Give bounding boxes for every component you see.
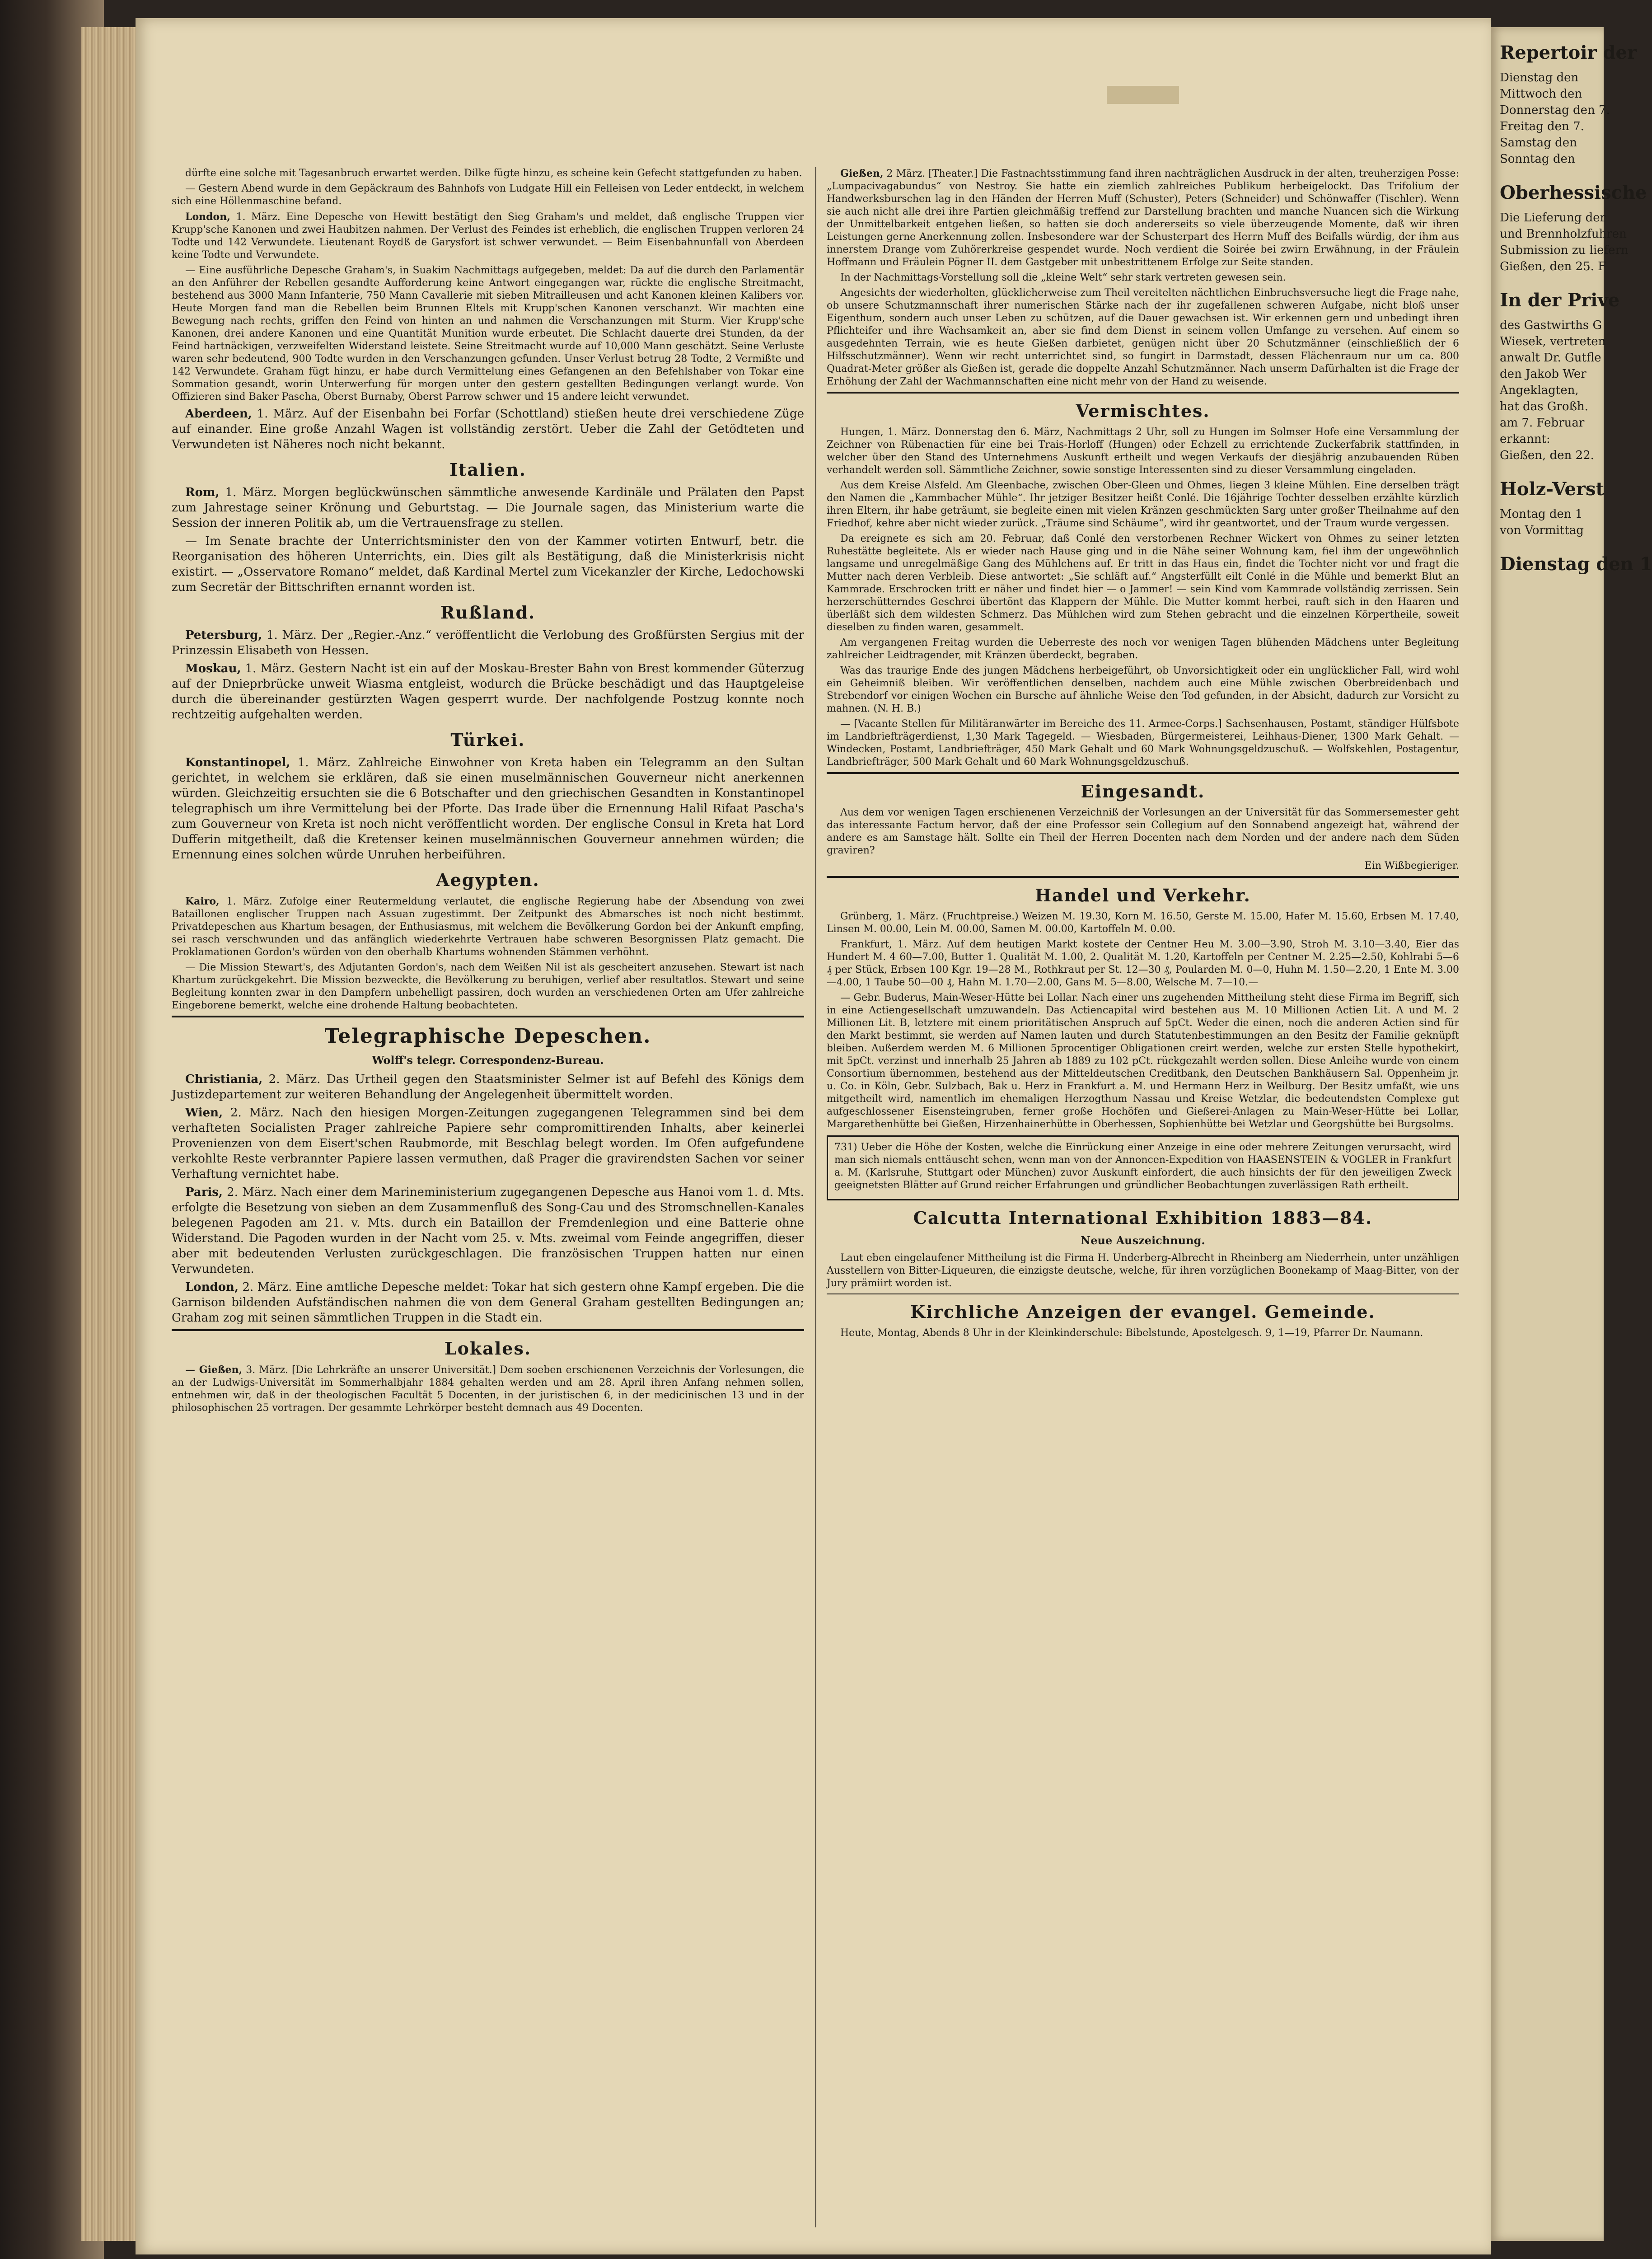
fragment-line: hat das Großh. [1500,400,1588,413]
dateline: Christiania, [185,1073,263,1086]
article-london [172,211,804,262]
article-police: Angesichts der wiederholten, glücklicherweise zum Theil vereitelten nächtlichen Einbruchsversuche liegt die Frage nahe, ob unsere Schutzmannschaft ihrer numerischen Stärke nach der ihr zugefallenen schweren Aufgabe, nicht bloß unser Eigenthum, sondern auch unser Leben zu schützen, auf die Dauer gewachsen ist. Wir erkennen gern und unbedingt ihren Pflichteifer und ihre Wachsamkeit an, aber sie find dem Dienst in seinem vollen Umfange zu versehen. Auf einem so ausgedehnten Terrain, wie es heute Gießen darbietet, genügen nicht über 20 Schutzmänner (einschließlich der 6 Hilfsschutzmänner). Wenn wir recht unterrichtet sind, so fungirt in Darmstadt, dessen Flächenraum nur um ca. 800 Quadrat-Meter größer als Gießen ist, gerade die doppelte Anzahl Schutzmänner. Nach unserm Dafürhalten ist die Frage der Erhöhung der Zahl der Wachmannschaften eine nicht mehr von der Hand zu weisende. [827,287,1459,387]
article-vacante: — [Vacante Stellen für Militäranwärter im Bereiche des 11. Armee-Corps.] Sachsenhausen, Postamt, ständiger Hülfsbote im Landbriefträgerdienst, 1,30 Mark Tagegeld. — Wiesbaden, Bürgermeisterei, Leihhaus-Diener, 1300 Mark Gehalt. — Windecken, Postamt, Landbriefträger, 450 Mark Gehalt und 60 Mark Wohnungsgeldzuschuß. — Wolfskehlen, Postagentur, Landbriefträger, 500 Mark Gehalt und 60 Mark Wohnungsgeldzuschuß. [827,718,1459,768]
fragment-heading: Holz-Verst [1500,478,1604,500]
fragment-line: Samstag den [1500,136,1577,150]
article-text: 2. März. Eine amtliche Depesche meldet: Tokar hat sich gestern ohne Kampf ergeben. Die die Garnison bildenden Aufständischen nahmen die von dem General Graham gestellten Bedingungen an; Graham zog mit seinen sämmtlichen Truppen in die Stadt ein. [172,1280,804,1325]
article-buderus: — Gebr. Buderus, Main-Weser-Hütte bei Lollar. Nach einer uns zugehenden Mittheilung steht diese Firma im Begriff, sich in eine Actiengesellschaft umzuwandeln. Das Actiencapital wird bestehen aus M. 10 Millionen Actien Lit. A und M. 2 Millionen Lit. B, letztere mit einem prioritätischen Anspruch auf 5pCt. Weder die einen, noch die anderen Actien sind für den Markt bestimmt, sie werden auf Namen lauten und durch Statutenbestimmungen an den Besitz der Familie geknüpft bleiben. Außerdem werden M. 6 Millionen 5procentiger Obligationen creirt werden, welche zur ersten Stelle hypothekirt, mit 5pCt. verzinst und innerhalb 25 Jahren ab 1889 zu 102 pCt. rückgezahlt werden sollen. Diese Anleihe wurde von einem Consortium übernommen, bestehend aus der Mitteldeutschen Creditbank, den Deutschen Bankhäusern Sal. Oppenheim jr. u. Co. in Köln, Gebr. Sulzbach, Bak u. Herz in Frankfurt a. M. und Hermann Herz in Weilburg. Der Besitz umfaßt, wie uns mitgetheilt wird, namentlich im ehemaligen Herzogthum Nassau und Kreise Wetzlar, die bedeutendsten Complexe gut aufgeschlossener Eisensteingruben, ferner große Hochöfen und Gießerei-Anlagen zu Main-Weser-Hütte bei Lollar, Margarethenhütte bei Gießen, Hirzenhainerhütte in Oberhessen, Sophienhütte bei Wetzlar und Georgshütte bei Burgsolms. [827,992,1459,1130]
fragment-line: Montag den 1 [1500,507,1583,521]
telegraph-bureau: Wolff's telegr. Correspondenz-Bureau. [372,1054,604,1067]
section-heading-vermischtes: Vermischtes. [1076,401,1210,421]
fragment-line: und Brennholzfuhren [1500,227,1627,241]
section-heading-russland: Rußland. [440,602,536,623]
section-heading-lokales: Lokales. [444,1338,532,1359]
article-text: 2. März. Nach einer dem Marineministerium zugegangenen Depesche aus Hanoi vom 1. d. Mts. erfolgte die Besetzung von sieben an dem Zusammenfluß des Song-Cau und des Stromschnellen-Kanales belegenen Pagoden am 21. v. Mts. durch ein Bataillon der Fremdenlegion und eine Batterie ohne Widerstand. Die Pagoden wurden in der Nacht vom 25. v. Mts. zweimal vom Feinde angegriffen, dieser aber mit bedeutenden Verlusten zurückgeschlagen. Die französischen Truppen hatten nur einen Verwundeten. [172,1186,805,1276]
article-text: 1. März. Morgen beglückwünschen sämmtliche anwesende Kardinäle und Prälaten den Papst zum Jahrestage seiner Krönung und Geburtstag. — Die Journale sagen, das Ministerium warte die Session der inneren Politik ab, um die Vertrauensfrage zu stellen. [172,486,805,530]
article-gruenberg: Grünberg, 1. März. (Fruchtpreise.) Weizen M. 19.30, Korn M. 16.50, Gerste M. 15.00, Hafer M. 15.60, Erbsen M. 17.40, Linsen M. 00.00, Lein M. 00.00, Samen M. 00.00, Kartoffeln M. 0.00. [827,911,1459,935]
article-frankfurt: Frankfurt, 1. März. Auf dem heutigen Markt kostete der Centner Heu M. 3.00—3.90, Stroh M. 3.10—3.40, Eier das Hundert M. 4 60—7.00, Butter 1. Qualität M. 1.00, 2. Qualität M. 1.20, Kartoffeln per Centner M. 2.25—2.50, Kohlrabi 5—6 ₰ per Stück, Erbsen 100 Kgr. 19—28 M., Rothkraut per St. 12—30 ₰, Poularden M. 0—0, Huhn M. 1.50—2.20, 1 Ente M. 3.00—4.00, 1 Taube 50—00 ₰, Hahn M. 1.70—2.00, Gans M. 5—8.00, Welsche M. 7—10.— [827,939,1459,988]
article-text: 1. März. Zufolge einer Reutermeldung verlautet, die englische Regierung habe der Absendung von zwei Bataillonen englischer Truppen nach Assuan zugestimmt. Der Zeitpunkt des Abmarsches ist noch nicht bestimmt. Privatdepeschen aus Khartum besagen, der Enthusiasmus, mit welchem die Bevölkerung Gordon bei der Ankunft empfing, sei rasch verschwunden und das anfänglich wiederkehrte Vertrauen habe schweren Besorgnissen Platz gemacht. Die Proklamationen Gordon's würden von den oberhalb Khartums wohnenden Stämmen verhöhnt. [172,896,805,958]
article-giessen-theater-2: In der Nachmittags-Vorstellung soll die „kleine Welt“ sehr stark vertreten gewesen sein. [840,272,1286,283]
intro-paragraph-2: — Gestern Abend wurde in dem Gepäckraum des Bahnhofs von Ludgate Hill ein Felleisen von Leder entdeckt, in welchem sich eine Höllenmaschine befand. [172,183,804,207]
section-rule [827,392,1459,394]
fragment-line: Mittwoch den [1500,87,1582,101]
article-alsfeld-3: Am vergangenen Freitag wurden die Ueberreste des noch vor wenigen Tagen blühenden Mädchens unter Begleitung zahlreicher Leidtragender, mit Kränzen überdeckt, begraben. [827,637,1459,661]
section-rule [827,876,1459,878]
dateline: Petersburg, [185,628,262,642]
right-column [827,167,1459,2227]
dateline: Kairo, [185,895,220,907]
fragment-heading: Oberhessische [1500,182,1647,203]
fragment-line: Gießen, den 25. F [1500,260,1606,273]
fragment-line: Dienstag den [1500,71,1579,84]
fragment-line: Donnerstag den 7. [1500,103,1610,117]
section-rule [827,772,1459,774]
advertisement-haasenstein [827,1135,1459,1200]
fragment-line: Submission zu liefern [1500,244,1629,257]
fragment-line: Freitag den 7. [1500,120,1584,133]
fragment-line: Angeklagten, [1500,384,1579,397]
fragment-heading: Dienstag den 1 [1500,553,1652,575]
article-konstantinopel [172,755,804,862]
fragment-heading: In der Prive [1500,290,1620,311]
eingesandt-signature: Ein Wißbegieriger. [1364,860,1459,872]
article-rom [172,485,804,531]
article-text: 1. März. Der „Regier.-Anz.“ veröffentlicht die Verlobung des Großfürsten Sergius mit der Prinzessin Elisabeth von Hessen. [172,628,805,657]
article-text: 3. März. [Die Lehrkräfte an unserer Universität.] Dem soeben erschienenen Verzeichnis der Vorlesungen, die an der Ludwigs-Universität im Sommerhalbjahr 1884 gehalten werden und am 28. April ihren Anfang nehmen sollen, entnehmen wir, daß in der theologischen Facultät 5 Docenten, in der juristischen 6, in der medicinischen 13 und in der philosophischen 25 vortragen. Der gesammte Lehrkörper besteht demnach aus 49 Docenten. [172,1364,805,1414]
section-heading-aegypten: Aegypten. [436,870,540,890]
article-giessen-theater [827,167,1459,269]
article-kairo [172,895,804,959]
article-alsfeld: Aus dem Kreise Alsfeld. Am Gleenbache, zwischen Ober-Gleen und Ohmes, liegen 3 kleine Mühlen. Eine derselben trägt den Namen die „Kammbacher Mühle“. Ihr jetziger Besitzer heißt Conlé. Die 16jährige Tochter desselben erzählte kürzlich ihren Eltern, ihr habe geträumt, sie begleite einen mit vielen Kränzen geschmückten Sarg unter großer Theilnahme auf den Friedhof, kehre aber nicht wieder zurück. „Träume sind Schäume“, wird ihr geantwortet, und der Traum wurde vergessen. [827,480,1459,529]
column-divider [815,167,816,2227]
article-petersburg [172,628,804,658]
article-text: 1. März. Auf der Eisenbahn bei Forfar (Schottland) stießen heute drei verschiedene Züge auf einander. Eine große Anzahl Wagen ist vollständig zerstört. Ueber die Zahl der Getödteten und Verwundeten ist Näheres noch nicht bekannt. [172,407,804,451]
article-text: 2. März. Das Urtheil gegen den Staatsminister Selmer ist auf Befehl des Königs dem Justizdepartement zur weiteren Behandlung der Angelegenheit übermittelt worden. [172,1073,805,1101]
dateline: Moskau, [185,662,241,675]
article-christiania [172,1072,804,1102]
section-heading-eingesandt: Eingesandt. [1081,781,1205,801]
fragment-line: von Vormittag [1500,524,1584,537]
article-eingesandt: Aus dem vor wenigen Tagen erschienenen Verzeichniß der Vorlesungen an der Universität für das Sommersemester geht das interessante Factum hervor, daß der eine Professor sein Collegium auf den Sonnabend angezeigt hat, während der andere es am Samstage hält. Sollte ein Theil der Herren Docenten nach dem Norden und der andere nach dem Süden graviren? [827,807,1459,856]
dateline: London, [185,1280,239,1294]
fragment-line: Die Lieferung der [1500,211,1606,225]
calcutta-subheading: Neue Auszeichnung. [1081,1234,1205,1247]
dateline: Gießen, [840,168,884,179]
article-calcutta: Laut eben eingelaufener Mittheilung ist die Firma H. Underberg-Albrecht in Rheinberg am Niederrhein, unter unzähligen Ausstellern von Bitter-Liqueuren, die einzigste deutsche, welche, für ihren vorzüglichen Boonekamp of Maag-Bitter, von der Jury prämiirt worden ist. [827,1252,1459,1289]
article-text: 2. März. Nach den hiesigen Morgen-Zeitungen zugegangenen Telegrammen sind bei dem verhafteten Socialisten Prager zahlreiche Papiere sehr compromittirenden Inhalts, aber keinerlei Provenienzen von dem Eisert'schen Raubmorde, mit Beschlag belegt worden. Im Ofen aufgefundene verkohlte Reste verbrannter Papiere lassen vermuthen, daß Prager die gravirendsten Sachen vor seiner Verhaftung vernichtet habe. [172,1106,805,1181]
article-giessen-lokal [172,1364,804,1415]
article-rom-2: — Im Senate brachte der Unterrichtsminister den von der Kammer votirten Entwurf, betr. die Reorganisation des höheren Unterrichts, ein. Dies gilt als Bestätigung, daß die Ministerkrisis nicht existirt. — „Osservatore Romano“ meldet, daß Kardinal Mertel zum Vicekanzler der Kirche, Ledochowski zum Secretär der Bittschriften ernannt worden ist. [172,534,804,594]
article-text: 2 März. [Theater.] Die Fastnachtsstimmung fand ihren nachträglichen Ausdruck in der alten, treuherzigen Posse: „Lumpacivagabundus“ von Nestroy. Sie hatte ein ziemlich zahlreiches Publikum herbeigelockt. Das Trifolium der Handwerksburschen lag in den Händen der Herren Muff (Schuster), Peters (Schneider) und Schönwaffer (Tischler). Wenn sie auch nicht alle drei ihre Partien gleichmäßig treffend zur Darstellung brachten und manche Nuancen sich die Wirkung der Unmittelbarkeit entgehen ließen, so hatten sie doch andererseits so viele überzeugende Momente, daß wir ihren Leistungen gerne Anerkennung zollen. Insbesondere war der Schusterpart des Herrn Muff des Beifalls würdig, der ihm aus innerstem Drange vom Zuhörerkreise gespendet wurde. Noch verdient die Soirée bei zwirn Erwähnung, in der Fräulein Hoffmann und Fräulein Pögner II. dem Gastgeber mit unbestrittenem Erfolge zur Seite standen. [827,168,1459,268]
fragment-line: Wiesek, vertreten [1500,335,1606,348]
dateline: Konstantinopel, [185,756,290,769]
section-rule [172,1016,804,1017]
section-heading-telegraph: Telegraphische Depeschen. [324,1025,651,1048]
section-rule [172,1329,804,1331]
article-text: 1. März. Zahlreiche Einwohner von Kreta haben ein Telegramm an den Sultan gerichtet, in welchem sie erklären, daß sie einen muselmännischen Gouverneur nicht anerkennen würden. Gleichzeitig ersuchten sie die 6 Botschafter und den griechischen Gesandten in Konstantinopel telegraphisch um ihre Vermittelung bei der Pforte. Das Irade über die Ernennung Halil Rifaat Pascha's zum Gouverneur von Kreta ist noch nicht veröffentlicht worden. Der englische Consul in Kreta hat Lord Dufferin mitgetheilt, daß die Kretenser keinen muselmännischen Gouverneur annehmen würden; die Ernennung eines solchen würde Unruhen herbeiführen. [172,756,804,862]
dateline: Aberdeen, [185,407,252,421]
article-text: 1. März. Eine Depesche von Hewitt bestätigt den Sieg Graham's und meldet, daß englische Truppen vier Krupp'sche Kanonen und zwei Haubitzen nahmen. Der Verlust des Feindes ist erheblich, die englischen Truppen verloren 24 Todte und 142 Verwundete. Lieutenant Roydß de Garysfort ist schwer verwundet. — Beim Eisenbahnunfall von Aberdeen keine Todte und Verwundete. [172,211,804,261]
dateline: — Gießen, [185,1364,243,1376]
fragment-heading: Repertoir der [1500,42,1637,63]
fragment-line: des Gastwirths G [1500,319,1602,332]
article-alsfeld-4: Was das traurige Ende des jungen Mädchens herbeigeführt, ob Unvorsichtigkeit oder ein unglücklicher Fall, wird wohl ein Geheimniß bleiben. Wir veröffentlichen denselben, nachdem auch eine Mühle zwischen Oberbreidenbach und Strebendorf vor einigen Wochen ein Bursche auf ähnliche Weise den Tod gefunden, in der Absicht, dadurch zur Vorsicht zu mahnen. (N. H. B.) [827,665,1459,714]
section-heading-handel: Handel und Verkehr. [1035,885,1251,905]
section-heading-tuerkei: Türkei. [450,730,525,750]
dateline: Rom, [185,486,220,499]
article-kairo-2: — Die Mission Stewart's, des Adjutanten Gordon's, nach dem Weißen Nil ist als gescheitert anzusehen. Stewart ist nach Khartum zurückgekehrt. Die Mission bezweckte, die Bevölkerung zu beruhigen, verlief aber resultatlos. Stewart und seine Begleitung konnten zwar in den Dampfern unbehelligt passiren, doch wurden an verschiedenen Orten am Ufer zahlreiche Eingeborene bemerkt, welche eine drohende Haltung beobachteten. [172,962,804,1011]
paper-stain [1107,86,1179,104]
article-wien [172,1105,804,1182]
article-london-2 [172,1279,804,1326]
article-aberdeen [172,406,804,452]
article-text: 1. März. Gestern Nacht ist ein auf der Moskau-Brester Bahn von Brest kommender Güterzug auf der Dnieprbrücke unweit Wiasma entgleist, wodurch die Brücke beschädigt und das Hauptgeleise durch die übereinander gestürzten Wagen gesperrt wurde. Der nachfolgende Postzug konnte noch rechtzeitig aufgehalten werden. [172,662,805,722]
article-alsfeld-2: Da ereignete es sich am 20. Februar, daß Conlé den verstorbenen Rechner Wickert von Ohmes zu seiner letzten Ruhestätte begleitete. Als er wieder nach Hause ging und in die Nähe seiner Wohnung kam, fiel ihm der ungewöhnlich langsame und unregelmäßige Gang des Mühlchens auf. Er tritt in das Haus ein, findet die Tochter nicht vor und fragt die Mutter nach deren Verbleib. Diese antwortet: „Sie schläft auf.“ Angsterfüllt eilt Conlé in die Mühle und bemerkt Blut an Kammrade. Erschrocken tritt er näher und findet hier — o Jammer! — sein Kind vom Kammrade vollständig zerrissen. Sein herzerschütterndes Geschrei übertönt das Klappern der Mühle. Die Mutter kommt herbei, rauft sich in den Haaren und überläßt sich dem wildesten Schmerz. Das Mühlchen wird zum Stehen gebracht und die einzelnen Körpertheile, soweit dieselben zu finden waren, gesammelt. [827,533,1459,633]
article-graham: — Eine ausführliche Depesche Graham's, in Suakim Nachmittags aufgegeben, meldet: Da auf die durch den Parlamentär an den Anführer der Rebellen gesandte Aufforderung keine Antwort eingegangen war, rückte die englische Streitmacht, bestehend aus 3000 Mann Infanterie, 750 Mann Cavallerie mit sieben Mitrailleusen und acht Kanonen kleinen Kalibers vor. Heute Morgen fand man die Rebellen beim Brunnen Eltels mit Krupp'schen Kanonen verschanzt. Wir machten eine Bewegung nach rechts, griffen den Feind von hinten an und nahmen die Verschanzungen mit Sturm. Vier Krupp'sche Kanonen, drei andere Kanonen und eine Quantität Munition wurde erbeutet. Die Schlacht dauerte drei Stunden, da der Feind hartnäckigen, verzweifelten Widerstand leistete. Seine Streitmacht wurde auf 10,000 Mann geschätzt. Seine Verluste waren sehr bedeutend, 900 Todte wurden in den Verschanzungen gefunden. Unser Verlust betrug 28 Todte, 2 Vermißte und 142 Verwundete. Graham fügt hinzu, er habe durch Vermittelung eines Gefangenen an den Befehlshaber von Tokar eine Sommation gesandt, worin Unterwerfung für morgen unter den gestern gestellten Bedingungen verlangt wurde. Von Offizieren sind Baker Pascha, Oberst Burnaby, Oberst Parrow schwer und 15 andere leicht verwundet. [172,265,804,403]
dateline: Paris, [185,1186,223,1199]
fragment-line: Sonntag den [1500,152,1575,166]
left-column [172,167,804,2214]
article-paris [172,1185,804,1277]
fragment-line: anwalt Dr. Gutfle [1500,351,1601,365]
article-moskau [172,661,804,722]
intro-paragraph-1: dürfte eine solche mit Tagesanbruch erwartet werden. Dilke fügte hinzu, es scheine kein Gefecht stattgefunden zu haben. [185,168,802,179]
heading-calcutta: Calcutta International Exhibition 1883—84. [913,1208,1373,1228]
fragment-line: erkannt: [1500,432,1550,446]
fragment-line: am 7. Februar [1500,416,1585,430]
fragment-line: den Jakob Wer [1500,367,1586,381]
dateline: Wien, [185,1106,223,1120]
newspaper-page [136,18,1491,2254]
ad-text: 731) Ueber die Höhe der Kosten, welche die Einrückung einer Anzeige in eine oder mehrere Zeitungen verursacht, wird man sich niemals enttäuscht sehen, wenn man von der Annoncen-Expedition von HAASENSTEIN & VOGLER in Frankfurt a. M. (Karlsruhe, Stuttgart oder München) zuvor Auskunft einfordert, die auch hinsichts der für den jeweiligen Zweck geeignetsten Blätter auf Grund reicher Erfahrungen und gründlicher Beobachtungen zuverlässigen Rath ertheilt. [834,1142,1451,1191]
article-hungen: Hungen, 1. März. Donnerstag den 6. März, Nachmittags 2 Uhr, soll zu Hungen im Solmser Hofe eine Versammlung der Zeichner von Rübenactien für eine bei Trais-Horloff (Hungen) oder Echzell zu errichtende Zuckerfabrik stattfinden, in welcher über den Stand des Unternehmens Auskunft ertheilt und wegen Verkaufs der diesjährig anzubauenden Rüben verhandelt werden soll. Sämmtliche Zeichner, sowie sonstige Interessenten sind zu dieser Versammlung eingeladen. [827,426,1459,476]
fragment-line: Gießen, den 22. [1500,449,1594,462]
section-heading-italien: Italien. [449,459,526,480]
dateline: London, [185,211,230,223]
article-kirche: Heute, Montag, Abends 8 Uhr in der Kleinkinderschule: Bibelstunde, Apostelgesch. 9, 1—19, Pfarrer Dr. Naumann. [840,1327,1423,1339]
heading-kirchliche-anzeigen: Kirchliche Anzeigen der evangel. Gemeinde. [910,1302,1376,1322]
next-page-edge [1491,27,1652,2241]
